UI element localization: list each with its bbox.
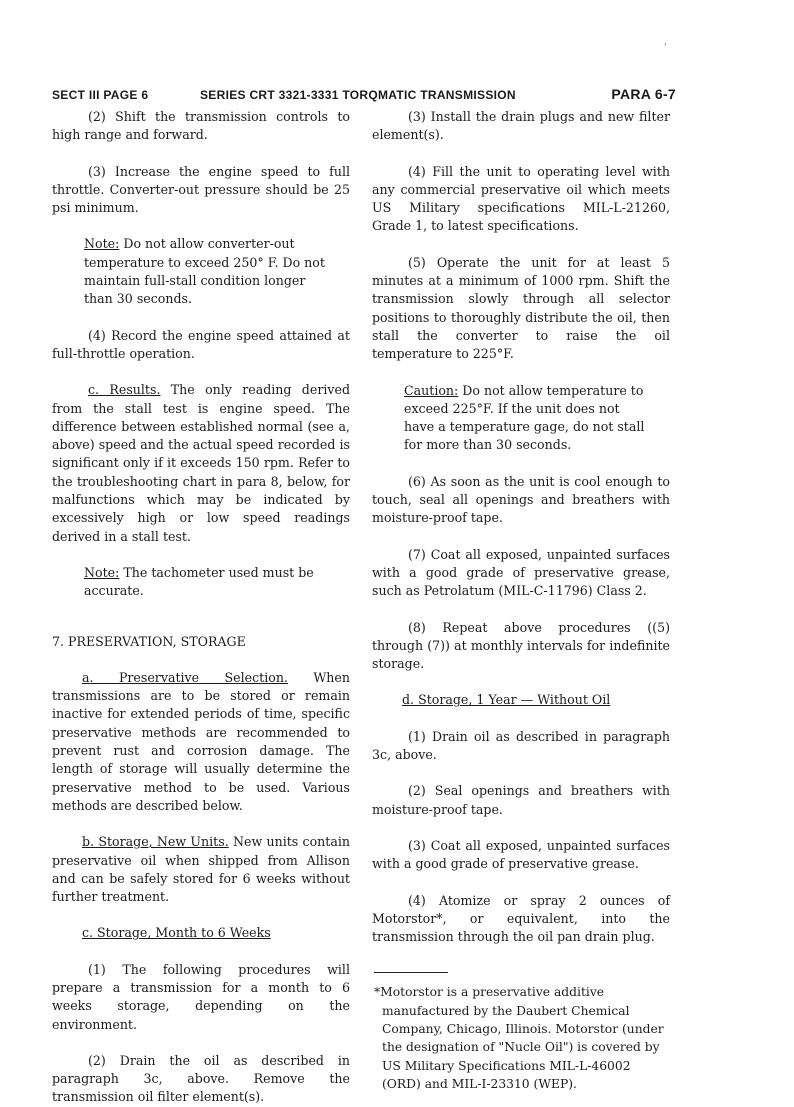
step-drain-oil: (1) Drain oil as described in paragraph 3c, above. [372, 728, 670, 763]
note-tachometer [84, 564, 328, 601]
step-fill-unit: (4) Fill the unit to operating level with any commercial preservative oil which meets US Military specifications MIL-L-21260, Grade 1, to latest specifications. [372, 163, 670, 234]
paragraph-text: When transmissions are to be stored or remain inactive for extended periods of time, specific preservative methods are recommended to prevent rust and corrosion damage. The length of storage will usually determine the preservative method to be used. Various methods are described below. [52, 669, 350, 813]
step-atomize-motorstor: (4) Atomize or spray 2 ounces of Motorstor*, or equivalent, into the transmission through the oil pan drain plug. [372, 892, 670, 945]
note-converter-temp [84, 235, 328, 308]
step-following-procedures: (1) The following procedures will prepare a transmission for a month to 6 weeks storage, depending on the environment. [52, 961, 350, 1032]
subheading-label: a. Preservative Selection. [82, 669, 288, 685]
preservative-selection-paragraph [52, 669, 350, 815]
storage-new-units-paragraph [52, 833, 350, 906]
step-increase-speed: (3) Increase the engine speed to full throttle. Converter-out pressure should be 25 psi minimum. [52, 163, 350, 216]
paragraph-text: New units contain preservative oil when shipped from Allison and can be safely stored for 6 weeks without further treatment. [52, 834, 350, 905]
step-record-speed: (4) Record the engine speed attained at full-throttle operation. [52, 327, 350, 361]
step-install-plugs: (3) Install the drain plugs and new filter element(s). [372, 109, 670, 143]
step-operate-unit: (5) Operate the unit for at least 5 minutes at a minimum of 1000 rpm. Shift the transmission slowly through all selector positions to thoroughly distribute the oil, then stall the converter to raise the oil temperature to 225°F. [372, 254, 670, 362]
caution-temperature [404, 382, 648, 455]
note-text: Do not allow converter-out temperature to exceed 250° F. Do not maintain full-stall condition longer than 30 seconds. [84, 236, 325, 307]
section-heading: 7. PRESERVATION, STORAGE [52, 633, 246, 649]
step-seal-openings-2: (2) Seal openings and breathers with moisture-proof tape. [372, 783, 670, 817]
step-coat-surfaces-2: (3) Coat all exposed, unpainted surfaces with a good grade of preservative grease. [372, 837, 670, 872]
page-header [52, 86, 676, 104]
note-label: Note: [84, 236, 120, 252]
footnote: *Motorstor is a preservative additive manufactured by the Daubert Chemical Company, Chicago, Illinois. Motorstor (under the designation of "Nucle Oil") is covered by US Military Specifications MIL-L-46002 (ORD) and MIL-I-23310 (WEP). [374, 985, 664, 1091]
paragraph-label: PARA 6-7 [611, 86, 676, 102]
results-paragraph [52, 381, 350, 546]
step-shift-controls: (2) Shift the transmission controls to high range and forward. [52, 109, 350, 143]
subheading-label: d. Storage, 1 Year — Without Oil [402, 692, 611, 708]
subheading-label: c. Storage, Month to 6 Weeks [82, 925, 271, 941]
step-coat-surfaces: (7) Coat all exposed, unpainted surfaces with a good grade of preservative grease, such as Petrolatum (MIL-C-11796) Class 2. [372, 546, 670, 599]
results-label: c. Results. [88, 382, 161, 398]
step-repeat-procedures: (8) Repeat above procedures ((5) through (7)) at monthly intervals for indefinite storage. [372, 619, 670, 672]
right-column [372, 108, 670, 1093]
series-title: SERIES CRT 3321-3331 TORQMATIC TRANSMISSION [200, 88, 516, 102]
left-column [52, 108, 350, 1107]
results-text: The only reading derived from the stall test is engine speed. The difference between established normal (see a, above) speed and the actual speed recorded is significant only if it exceeds 150 rpm. Refer to the troubleshooting chart in para 8, below, for malfunctions which may be indicated by excessively high or low speed readings derived in a stall test. [52, 382, 351, 544]
step-seal-openings: (6) As soon as the unit is cool enough to touch, seal all openings and breathers with moisture-proof tape. [372, 473, 670, 526]
step-drain-oil: (2) Drain the oil as described in paragraph 3c, above. Remove the transmission oil filter element(s). [52, 1052, 350, 1105]
caution-label: Caution: [404, 382, 459, 398]
scan-mark: , [664, 36, 668, 47]
subheading-label: b. Storage, New Units. [82, 834, 229, 850]
section-page-label: SECT III PAGE 6 [52, 88, 149, 102]
footnote-divider [374, 972, 448, 973]
note-text: The tachometer used must be accurate. [84, 564, 314, 599]
caution-text: Do not allow temperature to exceed 225°F. If the unit does not have a temperature gage, do not stall for more than 30 seconds. [404, 382, 645, 453]
storage-year-heading [372, 691, 670, 709]
storage-month-heading [52, 924, 350, 942]
note-label: Note: [84, 564, 120, 580]
